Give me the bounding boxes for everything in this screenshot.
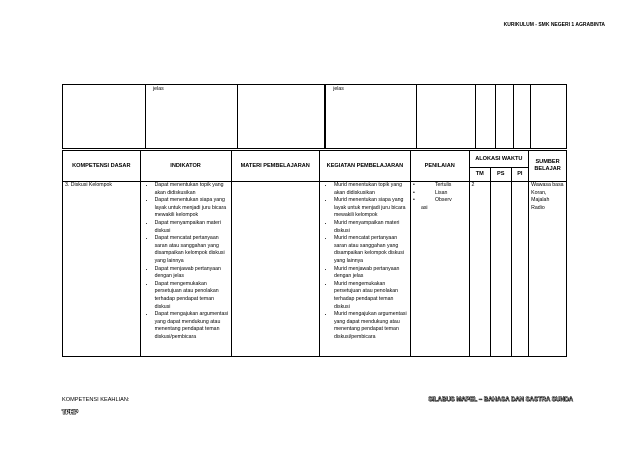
list-item: • Dapat menyampaikan materi diskusi	[155, 220, 231, 235]
syllabus-table	[62, 150, 567, 357]
bullet-icon: •	[412, 189, 415, 196]
cell-ps	[490, 182, 511, 357]
bullet-icon: •	[412, 182, 415, 188]
top-cell-10	[530, 85, 566, 149]
col-header-indikator: INDIKATOR	[140, 151, 231, 182]
col-header-penilaian: PENILAIAN	[410, 151, 469, 182]
col-header-kompetensi-dasar: KOMPETENSI DASAR	[63, 151, 141, 182]
list-item: • Murid mencatat pertanyaan saran atau sanggahan yang disampaikan kelompok diskusi yang lainnya	[334, 235, 410, 265]
list-item: • Murid menjawab pertanyaan dengan jelas	[334, 266, 410, 281]
cell-pi	[511, 182, 529, 357]
penilaian-item: • Observ	[412, 197, 452, 204]
col-header-sumber: SUMBER BELAJAR	[529, 151, 567, 182]
col-header-kegiatan: KEGIATAN PEMBELAJARAN	[319, 151, 410, 182]
list-item: • Murid menentukan siapa yang layak untuk menjadi juru bicara mewakili kelompok	[334, 197, 410, 220]
list-item: • Dapat mengemukakan persetujuan atau penolakan terhadap pendapat teman diskusi	[155, 281, 231, 311]
list-item: • Murid mengemukakan persetujuan atau penolakan terhadap pendapat teman diskusi	[334, 281, 410, 311]
top-cell-8	[495, 85, 514, 149]
penilaian-item: • Tertulis	[412, 182, 452, 188]
col-header-ps: PS	[490, 168, 511, 182]
col-header-pi: PI	[511, 168, 529, 182]
top-cell-2	[146, 85, 238, 149]
list-item: • Murid mengajukan argumentasi yang dapat mendukung atau menentang pendapat teman diskusi/pembicara	[334, 311, 410, 341]
top-cell-6	[417, 85, 476, 149]
kompetensi-dasar-text: 3. Diskusi Kelompok	[65, 182, 112, 188]
cell-kegiatan	[319, 182, 410, 357]
cell-tm	[469, 182, 490, 357]
col-header-materi: MATERI PEMBELAJARAN	[231, 151, 319, 182]
list-item: • Dapat menjawab pertanyaan dengan jelas	[155, 266, 231, 281]
cell-kompetensi-dasar	[63, 182, 141, 357]
top-cell-1	[63, 85, 146, 149]
list-item: • Murid menyampaikan materi diskusi	[334, 220, 410, 235]
top-cell-5-text: jelas	[333, 86, 344, 92]
top-cell-2-text: jelas	[153, 86, 164, 92]
top-cell-7	[476, 85, 496, 149]
footer-kompetensi-keahlian: KOMPETENSI KEAHLIAN:	[62, 397, 130, 403]
footer-program-code: TPHP	[62, 410, 79, 416]
list-item: • Murid menentukan topik yang akan didiskusikan	[334, 182, 410, 197]
top-cell-5	[326, 85, 417, 149]
list-item: • Dapat menentukan siapa yang layak untuk menjadi juru bicara mewakili kelompok	[155, 197, 231, 220]
bullet-icon: •	[412, 197, 415, 204]
document-header: KURIKULUM - SMK NEGERI 1 AGRABINTA	[503, 22, 605, 28]
list-item: • Dapat mencatat pertanyaan saran atau sanggahan yang disampaikan kelompok diskusi yang lainnya	[155, 235, 231, 265]
kegiatan-list	[320, 182, 410, 341]
penilaian-item: asi	[420, 204, 428, 211]
cell-penilaian	[410, 182, 469, 357]
top-cell-3	[238, 85, 325, 149]
col-header-alokasi-waktu: ALOKASI WAKTU	[469, 151, 529, 168]
top-table-fragment	[62, 84, 567, 149]
col-header-tm: TM	[469, 168, 490, 182]
top-cell-9	[514, 85, 531, 149]
sumber-text: Wawasa basa Koran, Majalah Radio	[531, 182, 564, 211]
tm-value: 2	[471, 182, 475, 188]
footer-silabus-title: SILABUS MAPEL – BAHASA DAN SASTRA SUNDA	[428, 397, 573, 403]
cell-sumber	[529, 182, 567, 357]
indikator-list	[141, 182, 231, 341]
list-item: • Dapat mengajukan argumentasi yang dapat mendukung atau menentang pendapat teman diskusi/pembicara	[155, 311, 231, 341]
list-item: • Dapat menentukan topik yang akan didiskusikan	[155, 182, 231, 197]
penilaian-item: • Lisan	[412, 189, 448, 196]
cell-indikator	[140, 182, 231, 357]
cell-materi	[231, 182, 319, 357]
table-row	[63, 182, 567, 357]
